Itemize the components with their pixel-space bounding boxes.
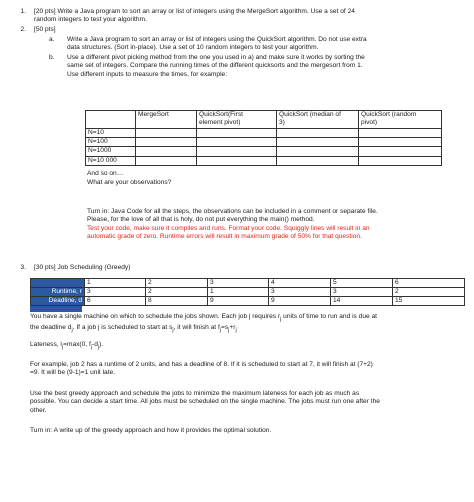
table-header-row	[86, 111, 442, 129]
job-id-cell: 5	[331, 279, 393, 288]
table-header-cell	[86, 111, 136, 129]
q2-turnin-line1: Turn in: Java Code for all the steps, the observations can be included in a comment or separate file.	[87, 208, 378, 215]
q2-title: [50 pts]	[34, 26, 56, 33]
q2-turnin-line2: Please, for the love of all that is holy, do not put everything the main() method.	[87, 216, 315, 224]
table-header-cell: QuickSort (median of 3)	[277, 111, 359, 129]
q2b-line1: Use a different pivot picking method from the one you used in a) and make sure it works by sorting the	[67, 54, 365, 61]
q3-turnin: Turn in: A write up of the greedy approach and how it provides the optimal solution.	[30, 427, 272, 434]
q2-turnin	[87, 208, 470, 241]
greedy-line1: Use the best greedy approach and schedule the jobs to minimize the maximum lateness for each job as much as	[30, 390, 360, 397]
q2b-line3: Use different inputs to measure the times, for example:	[67, 70, 228, 78]
q3-greedy-instructions	[30, 390, 470, 415]
q2b-label: b.	[49, 54, 55, 61]
table-row	[31, 279, 465, 288]
table-row	[31, 297, 465, 306]
runtime-cell: 2	[146, 288, 208, 297]
table-row	[86, 129, 442, 138]
q2-warning-line1: Test your code, make sure it compiles and runs. Format your code. Squiggly lines will result in an	[87, 224, 370, 232]
and-so-on-text: And so on…	[87, 170, 124, 177]
table-header-cell: QuickSort (random pivot)	[359, 111, 442, 129]
row-label: N=10	[86, 129, 136, 138]
table-header-cell: QuickSort(First element pivot)	[197, 111, 277, 129]
q1-line2: random integers to test your algorithm.	[34, 16, 147, 24]
job-scheduling-table	[30, 278, 465, 306]
runtime-cell: 1	[208, 288, 269, 297]
runtime-cell: 3	[269, 288, 331, 297]
row-label: N=10 000	[86, 156, 136, 165]
table-header-cell: MergeSort	[136, 111, 197, 129]
runtime-cell: 3	[331, 288, 393, 297]
table-row	[86, 147, 442, 156]
row-label: N=1000	[86, 147, 136, 156]
job-id-cell: 3	[208, 279, 269, 288]
table-row	[86, 156, 442, 165]
table-row	[31, 288, 465, 297]
deadline-cell: 15	[393, 297, 465, 306]
lateness-definition: Lateness, $l_j=\max(0$, $f_j-d_j$).	[30, 341, 104, 351]
job-id-cell: 1	[85, 279, 146, 288]
q1-text	[34, 8, 470, 25]
q2b-line2: same set of integers. Compare the running times of the different quicksorts and the mergesort from 1.	[67, 62, 363, 70]
q3-problem-description: You have a single machine on which to schedule the jobs shown. Each job j requires $r_j$ units of time to run and is due at the deadline $d_j$. If a job j is scheduled to start at $s_j$, it will finish at $f_j=s_j+r_j$	[30, 313, 378, 333]
q2a-label: a.	[49, 36, 55, 43]
q2b-text	[67, 54, 470, 79]
job-id-cell: 6	[393, 279, 465, 288]
sort-timing-table	[85, 110, 442, 166]
deadline-cell: 14	[331, 297, 393, 306]
greedy-line3: other.	[30, 406, 47, 414]
example-line1: For example, job 2 has a runtime of 2 units, and has a deadline of 8. If it is scheduled to start at 7, it will finish at (7+2)	[30, 361, 373, 368]
deadline-cell: 9	[269, 297, 331, 306]
q2a-line2: data structures. (Sort in-place). Use a set of 10 random integers to test your algorithm.	[67, 44, 319, 52]
q2-number: 2.	[20, 26, 26, 33]
deadline-cell: 8	[146, 297, 208, 306]
q2-warning-line2: automatic grade of zero. Runtime errors will result in maximum grade of 50% for that question.	[87, 232, 362, 240]
table-row	[86, 138, 442, 147]
runtime-label: Runtime, r	[31, 288, 85, 297]
q1-line1: [20 pts] Write a Java program to sort an array or list of integers using the MergeSort algorithm. Use a set of 24	[34, 8, 355, 15]
deadline-label: Deadline, d	[31, 297, 85, 306]
q2a-text	[67, 36, 470, 53]
deadline-cell: 9	[208, 297, 269, 306]
greedy-line2: possible. You can decide a start time. All jobs must be scheduled on the single machine. The jobs must run one after the	[30, 398, 380, 406]
row-label: N=100	[86, 138, 136, 147]
runtime-cell: 3	[85, 288, 146, 297]
example-line2: =9. It will be (9-1)=1 unit late.	[30, 369, 116, 377]
q3-example	[30, 361, 470, 378]
job-id-cell: 4	[269, 279, 331, 288]
q3-number: 3.	[20, 264, 26, 271]
deadline-cell: 6	[85, 297, 146, 306]
blank-cell	[31, 279, 85, 288]
observations-question: What are your observations?	[87, 179, 172, 186]
runtime-cell: 2	[393, 288, 465, 297]
q2a-line1: Write a Java program to sort an array or list of integers using the QuickSort algorithm. Do not use extra	[67, 36, 367, 43]
q3-title: [30 pts] Job Scheduling (Greedy)	[34, 264, 131, 271]
q1-number: 1.	[20, 8, 26, 15]
job-id-cell: 2	[146, 279, 208, 288]
